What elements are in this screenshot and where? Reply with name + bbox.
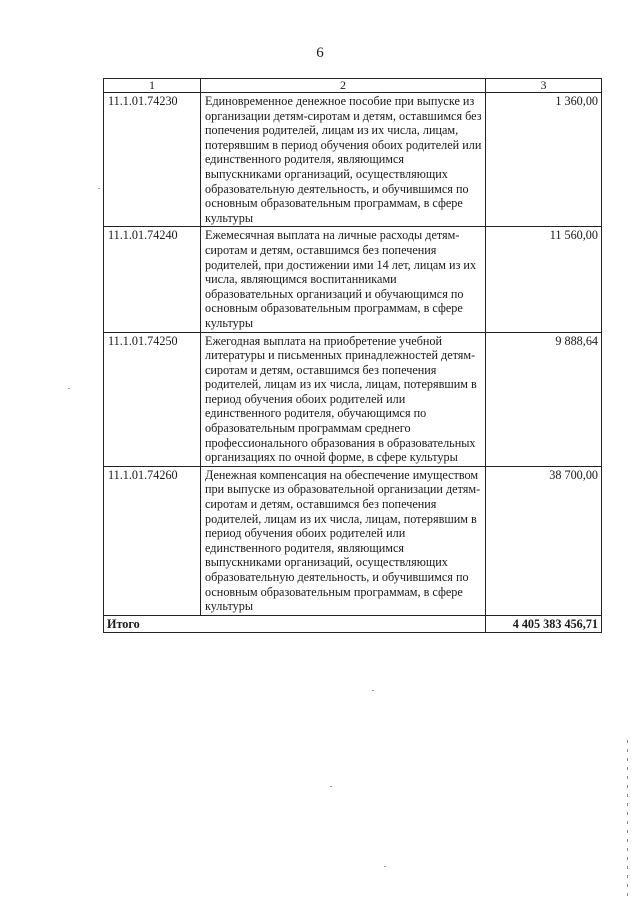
- page-number: 6: [316, 45, 324, 61]
- row-amount: 1 360,00: [486, 93, 602, 227]
- table-header-row: [104, 79, 602, 93]
- scan-speck: [384, 866, 386, 867]
- row-code: 11.1.01.74240: [104, 227, 201, 332]
- scan-speck: [98, 188, 100, 189]
- header-cell-3: 3: [486, 79, 602, 93]
- scan-edge-mark: [627, 740, 628, 900]
- row-amount: 11 560,00: [486, 227, 602, 332]
- total-label: Итого: [104, 615, 486, 633]
- header-cell-1: 1: [104, 79, 201, 93]
- row-amount: 9 888,64: [486, 332, 602, 466]
- table-row: [104, 332, 602, 466]
- row-description: Ежемесячная выплата на личные расходы детям-сиротам и детям, оставшимся без попечения родителей, при достижении ими 14 лет, лицам из их числа, являющимся воспитанниками образовательных организаций и обучающимся по основным образовательным программам, в сфере культуры: [201, 227, 486, 332]
- row-description: Ежегодная выплата на приобретение учебной литературы и письменных принадлежностей детям-сиротам и детям, оставшимся без попечения родителей, лицам из их числа, лицам, потерявшим в период обучения обоих родителей или единственного родителя, обучающимся по образовательным программам среднего профессионального образования в образовательных организациях по очной форме, в сфере культуры: [201, 332, 486, 466]
- budget-table: [103, 78, 602, 633]
- row-amount: 38 700,00: [486, 466, 602, 615]
- total-amount-cell: [486, 615, 602, 633]
- table-row: [104, 227, 602, 332]
- row-code: 11.1.01.74250: [104, 332, 201, 466]
- row-description: Единовременное денежное пособие при выпуске из организации детям-сиротам и детям, оставшимся без попечения родителей, лицам из их числа, лицам, потерявшим в период обучения обоих родителей или единственного родителя, являющимся выпускниками организаций, осуществляющих образовательную деятельность, и обучившимся по основным образовательным программам, в сфере культуры: [201, 93, 486, 227]
- total-amount: 4 405 383 456,71: [512, 616, 598, 631]
- row-code: 11.1.01.74260: [104, 466, 201, 615]
- table-row: [104, 466, 602, 615]
- scan-speck: [68, 388, 70, 389]
- table-row: [104, 93, 602, 227]
- total-row: [104, 615, 602, 633]
- row-code: 11.1.01.74230: [104, 93, 201, 227]
- row-description: Денежная компенсация на обеспечение имуществом при выпуске из образовательной организации детям-сиротам и детям, оставшимся без попечения родителей, лицам из их числа, лицам, потерявшим в период обучения обоих родителей или единственного родителя, являющимся выпускниками организаций, осуществляющих образовательную деятельность, и обучившимся по основным образовательным программам, в сфере культуры: [201, 466, 486, 615]
- header-cell-2: 2: [201, 79, 486, 93]
- scan-speck: [330, 786, 332, 787]
- scan-speck: [372, 690, 374, 691]
